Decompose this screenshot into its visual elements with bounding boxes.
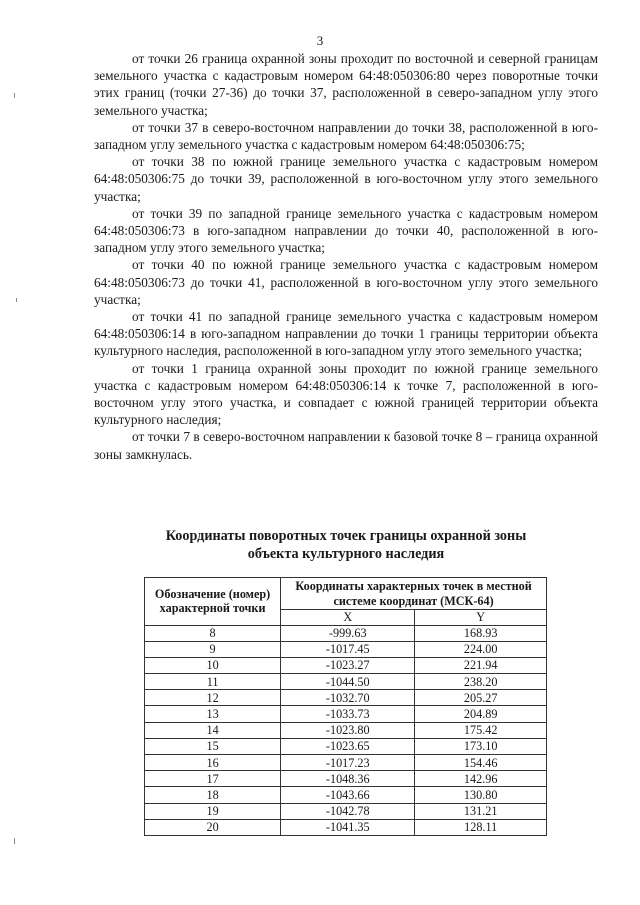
cell-x: -1023.27 xyxy=(281,657,415,673)
cell-y: 142.96 xyxy=(415,771,547,787)
header-x: X xyxy=(281,610,415,626)
cell-point: 18 xyxy=(145,787,281,803)
cell-point: 8 xyxy=(145,625,281,641)
paragraph: от точки 38 по южной границе земельного участка с кадастровым номером 64:48:050306:75 до точки 39, расположенной в юго-восточном углу этого земельного участка; xyxy=(94,154,598,204)
cell-x: -1023.80 xyxy=(281,722,415,738)
cell-y: 238.20 xyxy=(415,674,547,690)
cell-y: 168.93 xyxy=(415,625,547,641)
table-row xyxy=(145,787,547,803)
cell-point: 19 xyxy=(145,803,281,819)
cell-y: 154.46 xyxy=(415,755,547,771)
scan-mark xyxy=(16,298,17,302)
cell-point: 20 xyxy=(145,819,281,835)
cell-point: 10 xyxy=(145,657,281,673)
table-row xyxy=(145,722,547,738)
cell-point: 11 xyxy=(145,674,281,690)
table-heading xyxy=(94,528,598,563)
cell-x: -1048.36 xyxy=(281,771,415,787)
cell-y: 173.10 xyxy=(415,738,547,754)
cell-point: 13 xyxy=(145,706,281,722)
table-row xyxy=(145,819,547,835)
cell-x: -1033.73 xyxy=(281,706,415,722)
paragraph: от точки 37 в северо-восточном направлении до точки 38, расположенной в юго-западном углу земельного участка с кадастровым номером 64:48:050306:75; xyxy=(94,119,598,153)
table-row xyxy=(145,657,547,673)
paragraph: от точки 40 по южной границе земельного участка с кадастровым номером 64:48:050306:73 до точки 41, расположенной в юго-восточном углу этого земельного участка; xyxy=(94,257,598,307)
page-number: 3 xyxy=(316,33,324,48)
cell-x: -999.63 xyxy=(281,625,415,641)
paragraph: от точки 26 граница охранной зоны проходит по восточной и северной границам земельного участка с кадастровым номером 64:48:050306:80 через поворотные точки этих границ (точки 27-36) до точки 37, расположенной в северо-западном углу этого земельного участка; xyxy=(94,51,598,118)
cell-y: 131.21 xyxy=(415,803,547,819)
paragraph: от точки 1 граница охранной зоны проходит по южной границе земельного участка с кадастровым номером 64:48:050306:14 к точке 7, расположенной в юго-восточном углу этого участка, и совпадает с южной границей территории объекта культурного наследия; xyxy=(94,360,598,428)
table-row xyxy=(145,641,547,657)
cell-point: 17 xyxy=(145,771,281,787)
cell-y: 204.89 xyxy=(415,706,547,722)
cell-x: -1044.50 xyxy=(281,674,415,690)
cell-point: 14 xyxy=(145,722,281,738)
table-row xyxy=(145,674,547,690)
table-row xyxy=(145,706,547,722)
table-heading-line: объекта культурного наследия xyxy=(247,545,445,562)
paragraph: от точки 39 по западной границе земельного участка с кадастровым номером 64:48:050306:73 в юго-западном направлении до точки 40, расположенной в юго-западном углу этого земельного участка; xyxy=(94,205,598,256)
cell-x: -1017.45 xyxy=(281,641,415,657)
cell-y: 205.27 xyxy=(415,690,547,706)
cell-x: -1041.35 xyxy=(281,819,415,835)
cell-x: -1043.66 xyxy=(281,787,415,803)
cell-y: 221.94 xyxy=(415,657,547,673)
cell-x: -1042.78 xyxy=(281,803,415,819)
cell-y: 130.80 xyxy=(415,787,547,803)
table-row xyxy=(145,690,547,706)
table-row xyxy=(145,738,547,754)
header-y: Y xyxy=(415,610,547,626)
cell-x: -1023.65 xyxy=(281,738,415,754)
document-body xyxy=(94,50,598,463)
coordinates-table xyxy=(144,577,547,836)
cell-point: 16 xyxy=(145,755,281,771)
cell-x: -1017.23 xyxy=(281,755,415,771)
header-coordinates: Координаты характерных точек в местной системе координат (МСК-64) xyxy=(281,578,547,610)
table-heading-line: Координаты поворотных точек границы охранной зоны xyxy=(165,528,527,544)
scan-mark xyxy=(14,838,15,844)
paragraph: от точки 7 в северо-восточном направлении к базовой точке 8 – граница охранной зоны замкнулась. xyxy=(94,429,598,462)
cell-point: 12 xyxy=(145,690,281,706)
paragraph: от точки 41 по западной границе земельного участка с кадастровым номером 64:48:050306:14 в юго-западном направлении до точки 1 границы территории объекта культурного наследия, расположенной в юго-западном углу этого земельного участка; xyxy=(94,309,598,359)
scan-mark xyxy=(14,93,15,98)
table-row xyxy=(145,625,547,641)
cell-y: 224.00 xyxy=(415,641,547,657)
table-row xyxy=(145,803,547,819)
table-row xyxy=(145,771,547,787)
cell-x: -1032.70 xyxy=(281,690,415,706)
cell-y: 128.11 xyxy=(415,819,547,835)
table-row xyxy=(145,755,547,771)
cell-point: 15 xyxy=(145,738,281,754)
cell-y: 175.42 xyxy=(415,722,547,738)
cell-point: 9 xyxy=(145,641,281,657)
header-point: Обозначение (номер) характерной точки xyxy=(145,578,281,626)
